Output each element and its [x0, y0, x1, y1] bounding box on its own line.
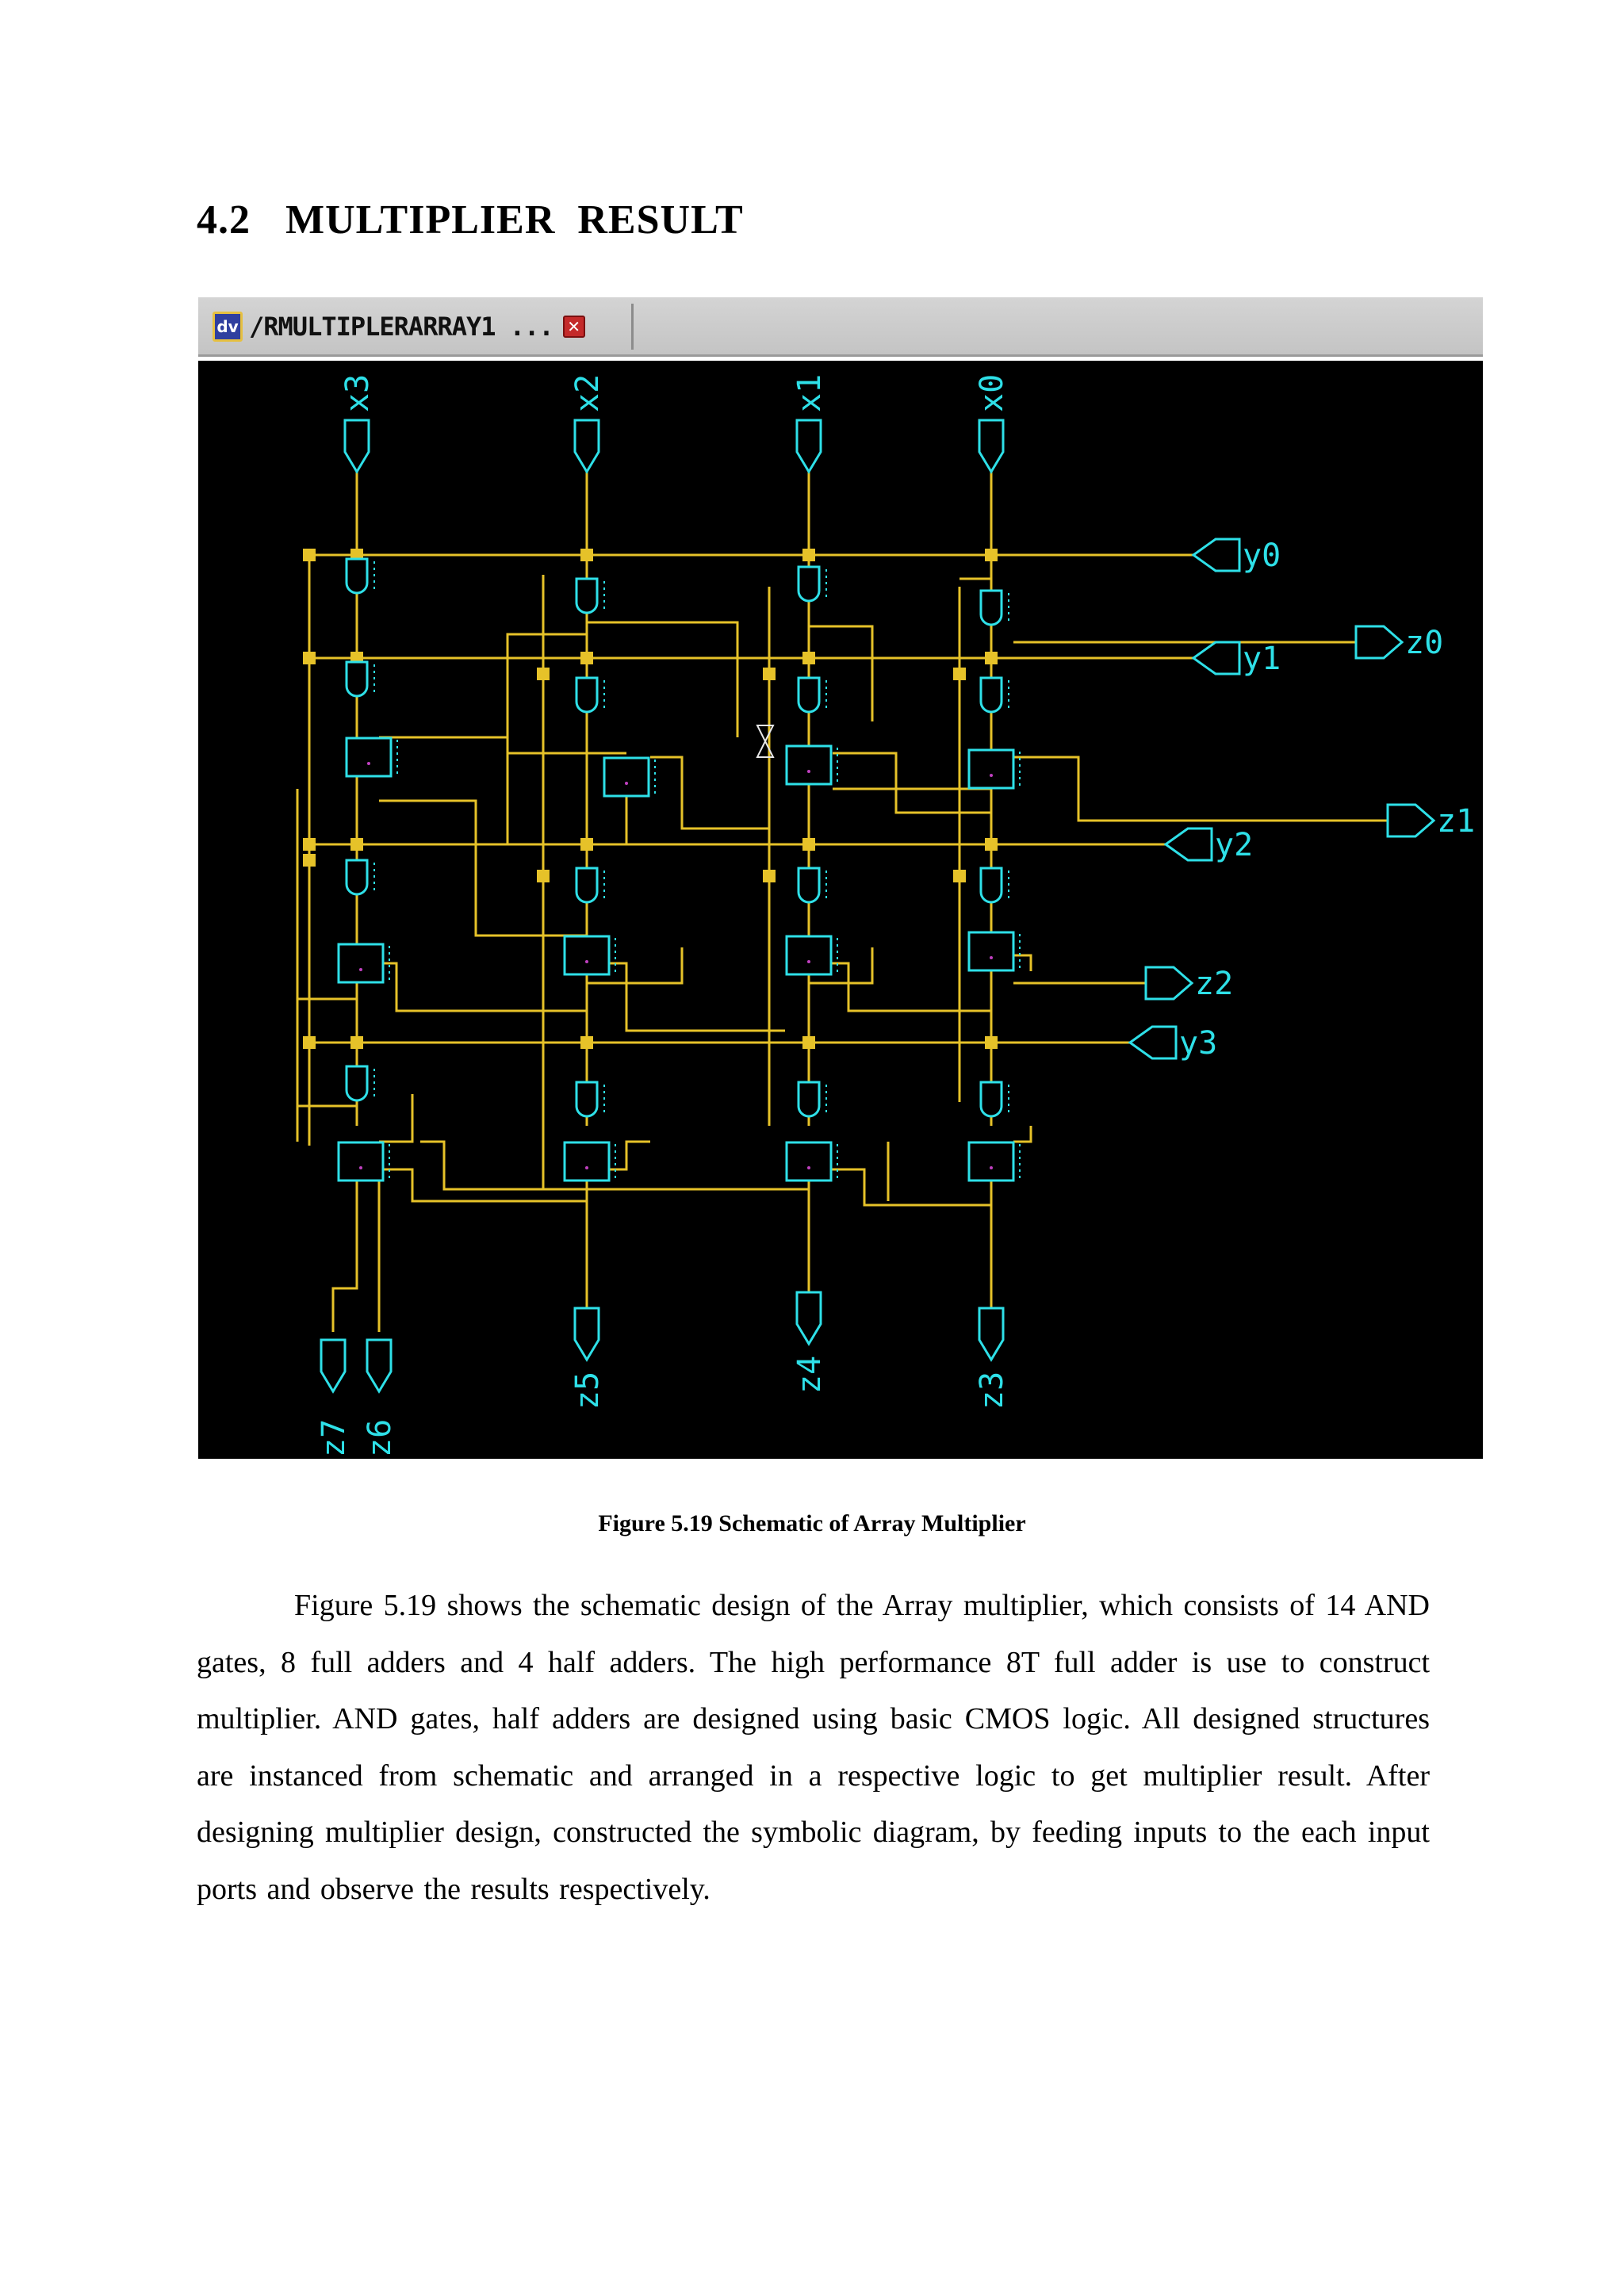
output-port[interactable]: [575, 1308, 599, 1360]
adder-block[interactable]: [604, 758, 649, 796]
schematic-diagram: [198, 361, 1483, 1459]
output-port-label: z1: [1437, 803, 1476, 840]
figure-caption: Figure 5.19 Schematic of Array Multiplier: [598, 1510, 1026, 1536]
output-port-label: z3: [974, 1371, 1010, 1410]
input-port[interactable]: [979, 420, 1003, 472]
and-gate[interactable]: [347, 662, 367, 696]
input-port[interactable]: [1193, 642, 1239, 674]
adder-center-mark: [625, 782, 628, 785]
and-gate[interactable]: [981, 1082, 1002, 1116]
adder-center-mark: [990, 956, 993, 959]
output-port[interactable]: [1388, 805, 1434, 836]
adder-block[interactable]: [969, 750, 1013, 788]
and-gate[interactable]: [576, 579, 597, 613]
signal-wire: [650, 757, 769, 828]
tab-schematic[interactable]: [203, 304, 634, 350]
signal-wire: [831, 1169, 991, 1205]
signal-wire: [379, 1094, 412, 1142]
output-port-label: z4: [791, 1355, 828, 1394]
signal-wire: [379, 737, 508, 844]
output-port-label: z7: [316, 1418, 352, 1457]
and-gate[interactable]: [799, 678, 819, 712]
input-port[interactable]: [1193, 539, 1239, 571]
input-port[interactable]: [345, 420, 369, 472]
signal-wire: [1013, 1126, 1031, 1142]
junction-dot: [802, 549, 815, 561]
junction-dot: [580, 549, 593, 561]
adder-center-mark: [367, 762, 370, 765]
junction-dot: [537, 870, 550, 882]
signal-wire: [333, 1181, 357, 1332]
input-port[interactable]: [797, 420, 821, 472]
adder-center-mark: [807, 960, 810, 963]
input-port-label: y1: [1243, 641, 1281, 677]
paragraph-text: Figure 5.19 shows the schematic design of the Array multiplier, which consists of 14 AND gates, 8 full adders and 4 half adders. The high performance 8T full adder is use to construct multiplier. AND gates, half adders are designed using basic CMOS logic. All designed structures are instanced from schematic and arranged in a respective logic to get multiplier result. After designing multiplier design, constructed the symbolic diagram, by feeding inputs to the each input ports and observe the results respectively.: [197, 1589, 1430, 1906]
and-gate[interactable]: [981, 868, 1002, 902]
adder-center-mark: [990, 774, 993, 777]
junction-dot: [350, 1036, 363, 1049]
junction-dot: [303, 652, 316, 664]
junction-dot: [802, 1036, 815, 1049]
output-port-label: z6: [362, 1418, 398, 1457]
and-gate[interactable]: [799, 1082, 819, 1116]
adder-block[interactable]: [787, 1142, 831, 1181]
junction-dot: [303, 549, 316, 561]
and-gate[interactable]: [576, 678, 597, 712]
adder-center-mark: [359, 1166, 362, 1169]
junction-dot: [802, 838, 815, 851]
junction-dot: [303, 854, 316, 867]
junction-dot: [985, 652, 998, 664]
signal-wire: [833, 753, 991, 813]
adder-center-mark: [585, 960, 588, 963]
junction-dot: [580, 652, 593, 664]
and-gate[interactable]: [981, 591, 1002, 625]
adder-block[interactable]: [339, 1142, 383, 1181]
signal-wire: [609, 963, 785, 1031]
signal-wire: [831, 963, 991, 1011]
output-port[interactable]: [321, 1340, 345, 1391]
signal-wire: [587, 622, 737, 737]
body-paragraph: [197, 1578, 1430, 1918]
design-view-icon: dv: [213, 312, 243, 342]
and-gate[interactable]: [576, 1082, 597, 1116]
tab-title: /RMULTIPLERARRAY1 ...: [249, 312, 553, 342]
and-gate[interactable]: [347, 1066, 367, 1100]
output-port[interactable]: [979, 1308, 1003, 1360]
adder-block[interactable]: [565, 1142, 609, 1181]
schematic-window: [198, 297, 1483, 1459]
adder-block[interactable]: [787, 746, 831, 784]
junction-dot: [350, 838, 363, 851]
adder-block[interactable]: [969, 1142, 1013, 1181]
cursor-icon: [757, 725, 773, 757]
signal-wire: [379, 963, 587, 1011]
signal-wire: [1013, 955, 1031, 971]
junction-dot: [580, 838, 593, 851]
and-gate[interactable]: [347, 559, 367, 593]
adder-block[interactable]: [347, 738, 391, 776]
input-port-label: x1: [791, 373, 828, 412]
adder-block[interactable]: [339, 944, 383, 982]
junction-dot: [537, 668, 550, 680]
input-port[interactable]: [575, 420, 599, 472]
and-gate[interactable]: [981, 678, 1002, 712]
section-number: 4.2: [197, 197, 251, 243]
junction-dot: [953, 668, 966, 680]
output-port[interactable]: [797, 1292, 821, 1344]
close-icon[interactable]: ✕: [563, 316, 585, 338]
signal-wire: [1013, 757, 1388, 821]
junction-dot: [985, 549, 998, 561]
junction-dot: [985, 838, 998, 851]
junction-dot: [303, 838, 316, 851]
output-port[interactable]: [1356, 626, 1402, 658]
junction-dot: [985, 1036, 998, 1049]
and-gate[interactable]: [799, 868, 819, 902]
output-port[interactable]: [367, 1340, 391, 1391]
adder-center-mark: [807, 770, 810, 773]
section-title: MULTIPLIER RESULT: [285, 197, 744, 243]
and-gate[interactable]: [576, 868, 597, 902]
output-port[interactable]: [1146, 967, 1192, 999]
and-gate[interactable]: [347, 860, 367, 894]
junction-dot: [580, 1036, 593, 1049]
input-port-label: y2: [1215, 827, 1254, 863]
junction-dot: [763, 870, 776, 882]
input-port-label: y0: [1243, 538, 1281, 574]
input-port-label: x3: [339, 373, 376, 412]
signal-wire: [379, 1169, 587, 1201]
junction-dot: [802, 652, 815, 664]
adder-center-mark: [990, 1166, 993, 1169]
adder-block[interactable]: [565, 936, 609, 974]
tab-bar: [198, 297, 1483, 357]
junction-dot: [763, 668, 776, 680]
signal-wire: [379, 801, 587, 936]
junction-dot: [303, 1036, 316, 1049]
input-port-label: x2: [569, 373, 606, 412]
adder-center-mark: [585, 1166, 588, 1169]
signal-wire: [626, 785, 809, 844]
schematic-canvas: [198, 361, 1483, 1459]
junction-dot: [953, 870, 966, 882]
and-gate[interactable]: [799, 567, 819, 601]
section-heading: [197, 197, 744, 243]
output-port-label: z0: [1405, 625, 1444, 661]
input-port-label: x0: [974, 373, 1010, 412]
adder-block[interactable]: [787, 936, 831, 974]
adder-block[interactable]: [969, 932, 1013, 970]
input-port[interactable]: [1130, 1027, 1176, 1058]
input-port[interactable]: [1166, 828, 1212, 860]
adder-center-mark: [359, 968, 362, 971]
input-port-label: y3: [1179, 1025, 1218, 1062]
output-port-label: z5: [569, 1371, 606, 1410]
signal-wire: [508, 634, 626, 753]
adder-center-mark: [807, 1166, 810, 1169]
output-port-label: z2: [1195, 966, 1234, 1002]
